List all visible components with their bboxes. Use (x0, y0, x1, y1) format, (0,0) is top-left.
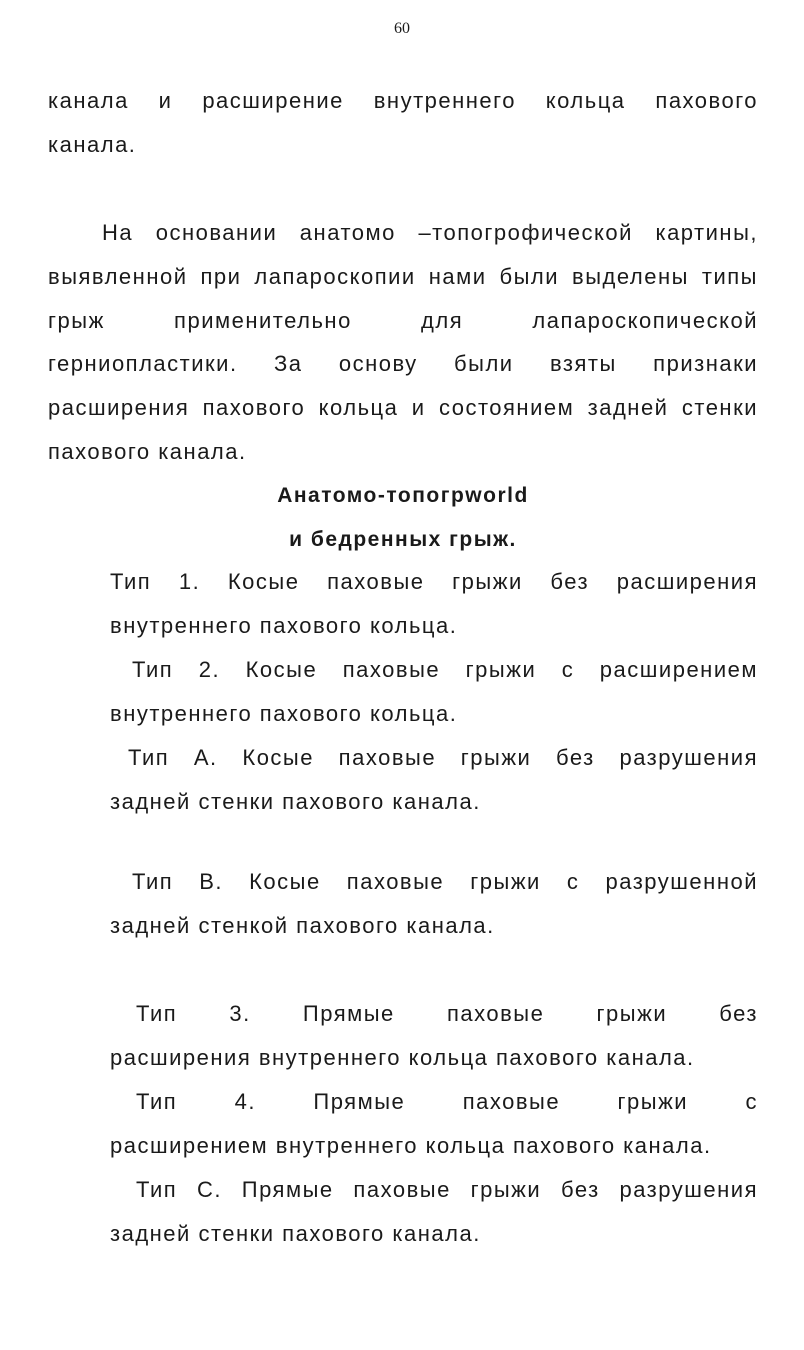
type-b-line-2: задней стенкой пахового канала. (110, 913, 495, 938)
type-2-line-2: внутреннего пахового кольца. (110, 701, 458, 726)
type-3-line-2: расширения внутреннего кольца пахового канала. (110, 1045, 695, 1070)
type-4-line-1: Тип 4. Прямые паховые грыжи с (136, 1089, 758, 1114)
type-b-line-1: Тип В. Косые паховые грыжи с разрушенной (132, 869, 758, 894)
paragraph-2-line-3: грыж применительно для лапароскопической (48, 308, 758, 333)
type-a-line-2: задней стенки пахового канала. (110, 789, 481, 814)
type-3-line-1: Тип 3. Прямые паховые грыжи без (136, 1001, 758, 1026)
type-c-line-2: задней стенки пахового канала. (110, 1221, 481, 1246)
paragraph-2-line-6: пахового канала. (48, 439, 247, 464)
paragraph-2-line-1: На основании анатомо –топогрофической картины, (102, 220, 758, 245)
paragraph-1-line-1: канала и расширение внутреннего кольца пахового (48, 88, 758, 113)
paragraph-2-line-4: герниопластики. За основу были взяты признаки (48, 351, 758, 376)
type-2-line-1: Тип 2. Косые паховые грыжи с расширением (132, 657, 758, 682)
type-1-line-2: внутреннего пахового кольца. (110, 613, 458, 638)
section-heading-line-2: и бедренных грыж. (289, 528, 517, 551)
paragraph-2-line-2: выявленной при лапароскопии нами были выделены типы (48, 264, 758, 289)
section-heading-line-1: Анатомо-топогрworld (277, 484, 529, 507)
type-a-line-1: Тип А. Косые паховые грыжи без разрушения (128, 745, 758, 770)
type-c-line-1: Тип С. Прямые паховые грыжи без разрушения (136, 1177, 758, 1202)
paragraph-1-line-2: канала. (48, 132, 137, 157)
type-4-line-2: расширением внутреннего кольца пахового канала. (110, 1133, 712, 1158)
type-1-line-1: Тип 1. Косые паховые грыжи без расширения (110, 569, 758, 594)
paragraph-2-line-5: расширения пахового кольца и состоянием задней стенки (48, 395, 758, 420)
page-number: 60 (394, 20, 410, 37)
